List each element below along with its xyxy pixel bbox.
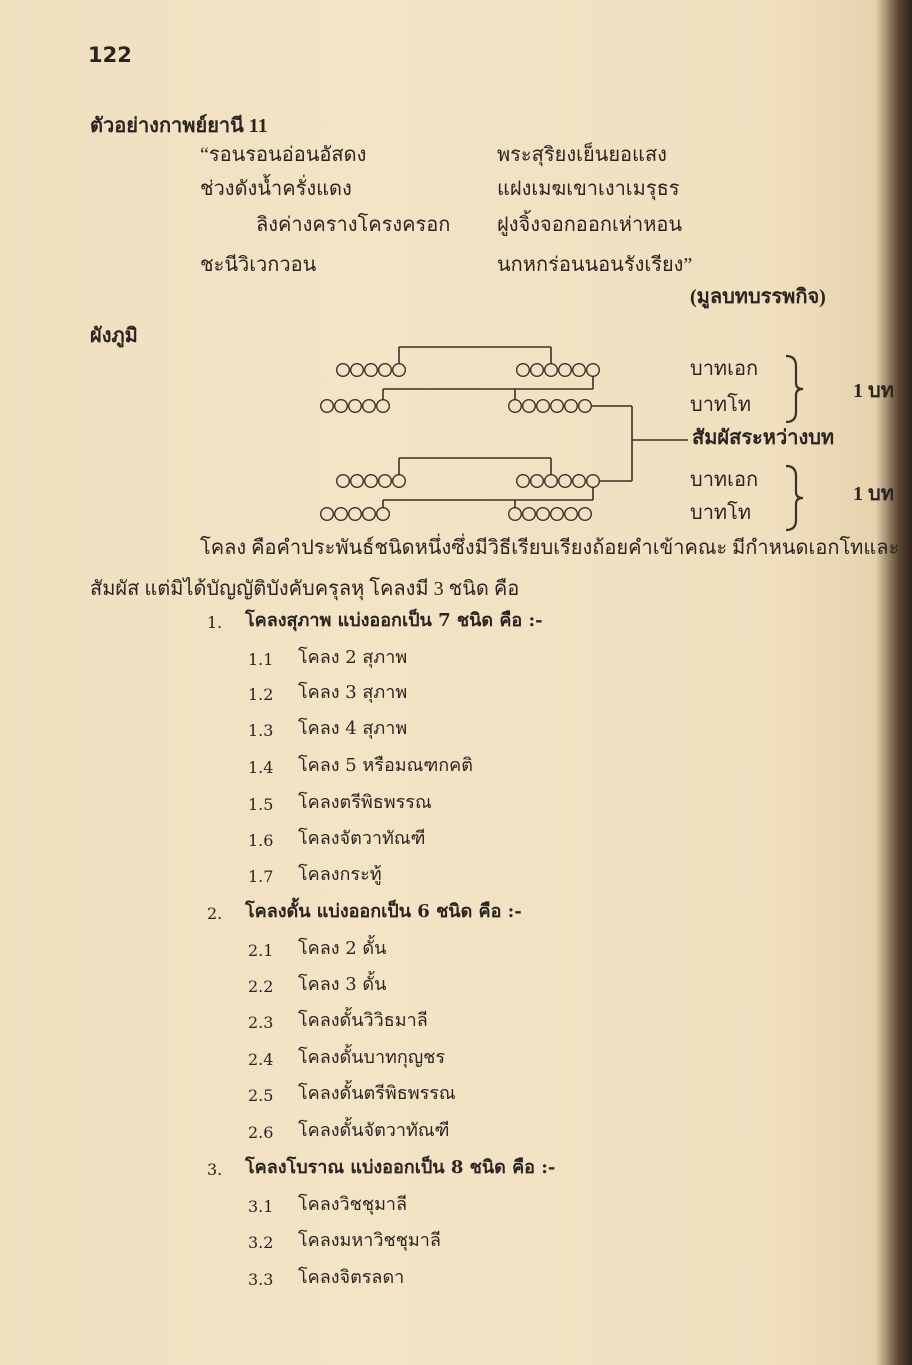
syllable-circle	[363, 508, 376, 521]
poem-line-1-left: “รอนรอนอ่อนอัสดง	[200, 144, 367, 166]
item-number: 2.3	[248, 1013, 274, 1032]
syllable-circle	[393, 475, 406, 488]
item-text: โคลงมหาวิชชุมาลี	[298, 1230, 441, 1251]
syllable-circle	[531, 364, 544, 377]
item-text: โคลงดั้นบาทกุญชร	[298, 1047, 446, 1068]
item-number: 1.6	[248, 831, 274, 850]
syllable-circle	[335, 508, 348, 521]
item-text: โคลงดั้นวิวิธมาลี	[298, 1010, 428, 1031]
item-number: 1.2	[248, 685, 274, 704]
section-number: 2.	[207, 904, 223, 923]
poem-line-2-left: ช่วงดังน้ำครั่งแดง	[200, 178, 352, 200]
syllable-circle	[509, 508, 522, 521]
label-stanza-1: 1 บท	[853, 380, 894, 402]
syllable-circle	[545, 364, 558, 377]
poem-line-1-right: พระสุริยงเย็นยอแสง	[497, 144, 667, 166]
syllable-circle	[565, 508, 578, 521]
item-text: โคลงกระทู้	[298, 864, 382, 885]
syllable-circle	[509, 400, 522, 413]
syllable-circle	[377, 400, 390, 413]
label-bat-ek-2: บาทเอก	[690, 469, 759, 491]
section-title: โคลงสุภาพ แบ่งออกเป็น 7 ชนิด คือ :-	[245, 610, 543, 631]
item-text: โคลง 3 สุภาพ	[298, 682, 408, 703]
section-number: 3.	[207, 1160, 223, 1179]
item-text: โคลงจิตรลดา	[298, 1267, 405, 1288]
item-text: โคลงจัตวาทัณฑี	[298, 828, 426, 849]
item-text: โคลง 2 ดั้น	[298, 938, 387, 959]
syllable-circle	[321, 508, 334, 521]
syllable-circle	[551, 400, 564, 413]
section-number: 1.	[207, 613, 223, 632]
syllable-circle	[377, 508, 390, 521]
syllable-circle	[379, 364, 392, 377]
label-bat-tho-1: บาทโท	[690, 394, 752, 416]
syllable-circle	[531, 475, 544, 488]
poem-line-4-right: นกหกร่อนนอนรังเรียง”	[497, 254, 693, 276]
label-bat-tho-2: บาทโท	[690, 502, 752, 524]
syllable-circle	[363, 400, 376, 413]
item-number: 3.3	[248, 1270, 274, 1289]
item-text: โคลงตรีพิธพรรณ	[298, 792, 432, 813]
syllable-circle	[351, 364, 364, 377]
syllable-circle	[587, 475, 600, 488]
item-text: โคลง 4 สุภาพ	[298, 718, 408, 739]
syllable-circle	[365, 475, 378, 488]
syllable-circle	[351, 475, 364, 488]
syllable-circle	[523, 400, 536, 413]
syllable-circle	[517, 364, 530, 377]
item-number: 3.1	[248, 1197, 274, 1216]
item-number: 2.5	[248, 1086, 274, 1105]
syllable-circle	[537, 400, 550, 413]
item-number: 1.7	[248, 867, 274, 886]
section-title: โคลงโบราณ แบ่งออกเป็น 8 ชนิด คือ :-	[245, 1157, 556, 1178]
syllable-circle	[337, 364, 350, 377]
syllable-circle	[379, 475, 392, 488]
item-number: 2.2	[248, 977, 274, 996]
syllable-circle	[545, 475, 558, 488]
item-number: 1.3	[248, 721, 274, 740]
item-number: 2.6	[248, 1123, 274, 1142]
label-inter-stanza-rhyme: สัมผัสระหว่างบท	[692, 427, 835, 449]
section-title: โคลงดั้น แบ่งออกเป็น 6 ชนิด คือ :-	[245, 901, 522, 922]
syllable-circle	[349, 508, 362, 521]
label-stanza-2: 1 บท	[853, 483, 894, 505]
item-text: โคลงดั้นตรีพิธพรรณ	[298, 1083, 456, 1104]
syllable-circle	[349, 400, 362, 413]
paragraph-line-1: โคลง คือคำประพันธ์ชนิดหนึ่งซึ่งมีวิธีเรียบเรียงถ้อยคำเข้าคณะ มีกำหนดเอกโทและ	[200, 537, 900, 559]
item-number: 1.1	[248, 650, 274, 669]
syllable-circle	[523, 508, 536, 521]
syllable-circle	[551, 508, 564, 521]
syllable-circle	[573, 475, 586, 488]
item-number: 2.1	[248, 941, 274, 960]
paragraph-line-2: สัมผัส แต่มิได้บัญญัติบังคับครุลหุ โคลงมี 3 ชนิด คือ	[90, 578, 520, 600]
diagram-title: ผังภูมิ	[90, 325, 138, 347]
poem-line-3-right: ฝูงจิ้งจอกออกเห่าหอน	[497, 214, 683, 236]
syllable-circle	[393, 364, 406, 377]
syllable-circle	[573, 364, 586, 377]
item-text: โคลง 2 สุภาพ	[298, 647, 408, 668]
syllable-circle	[579, 400, 592, 413]
syllable-circle	[337, 475, 350, 488]
syllable-circle	[559, 475, 572, 488]
syllable-circle	[587, 364, 600, 377]
syllable-circle	[537, 508, 550, 521]
page-number: 122	[88, 43, 132, 67]
poem-line-4-left: ชะนีวิเวกวอน	[200, 254, 317, 276]
syllable-circle	[565, 400, 578, 413]
item-text: โคลง 5 หรือมณฑกคติ	[298, 755, 473, 776]
syllable-circle	[321, 400, 334, 413]
poem-line-3-left: ลิงค่างครางโครงครอก	[256, 214, 451, 236]
poem-source: (มูลบทบรรพกิจ)	[690, 286, 826, 308]
syllable-circle	[517, 475, 530, 488]
item-number: 1.5	[248, 795, 274, 814]
item-text: โคลงดั้นจัตวาทัณฑี	[298, 1120, 450, 1141]
example-heading: ตัวอย่างกาพย์ยานี 11	[90, 115, 268, 137]
syllable-circle	[365, 364, 378, 377]
syllable-circle	[335, 400, 348, 413]
label-bat-ek-1: บาทเอก	[690, 358, 759, 380]
curly-brace	[786, 466, 803, 530]
curly-brace	[786, 356, 803, 422]
poem-line-2-right: แฝงเมฆเขาเงาเมรุธร	[497, 178, 680, 200]
item-number: 3.2	[248, 1233, 274, 1252]
syllable-circle	[579, 508, 592, 521]
item-text: โคลง 3 ดั้น	[298, 974, 387, 995]
item-text: โคลงวิชชุมาลี	[298, 1194, 408, 1215]
syllable-circle	[559, 364, 572, 377]
item-number: 2.4	[248, 1050, 274, 1069]
item-number: 1.4	[248, 758, 274, 777]
